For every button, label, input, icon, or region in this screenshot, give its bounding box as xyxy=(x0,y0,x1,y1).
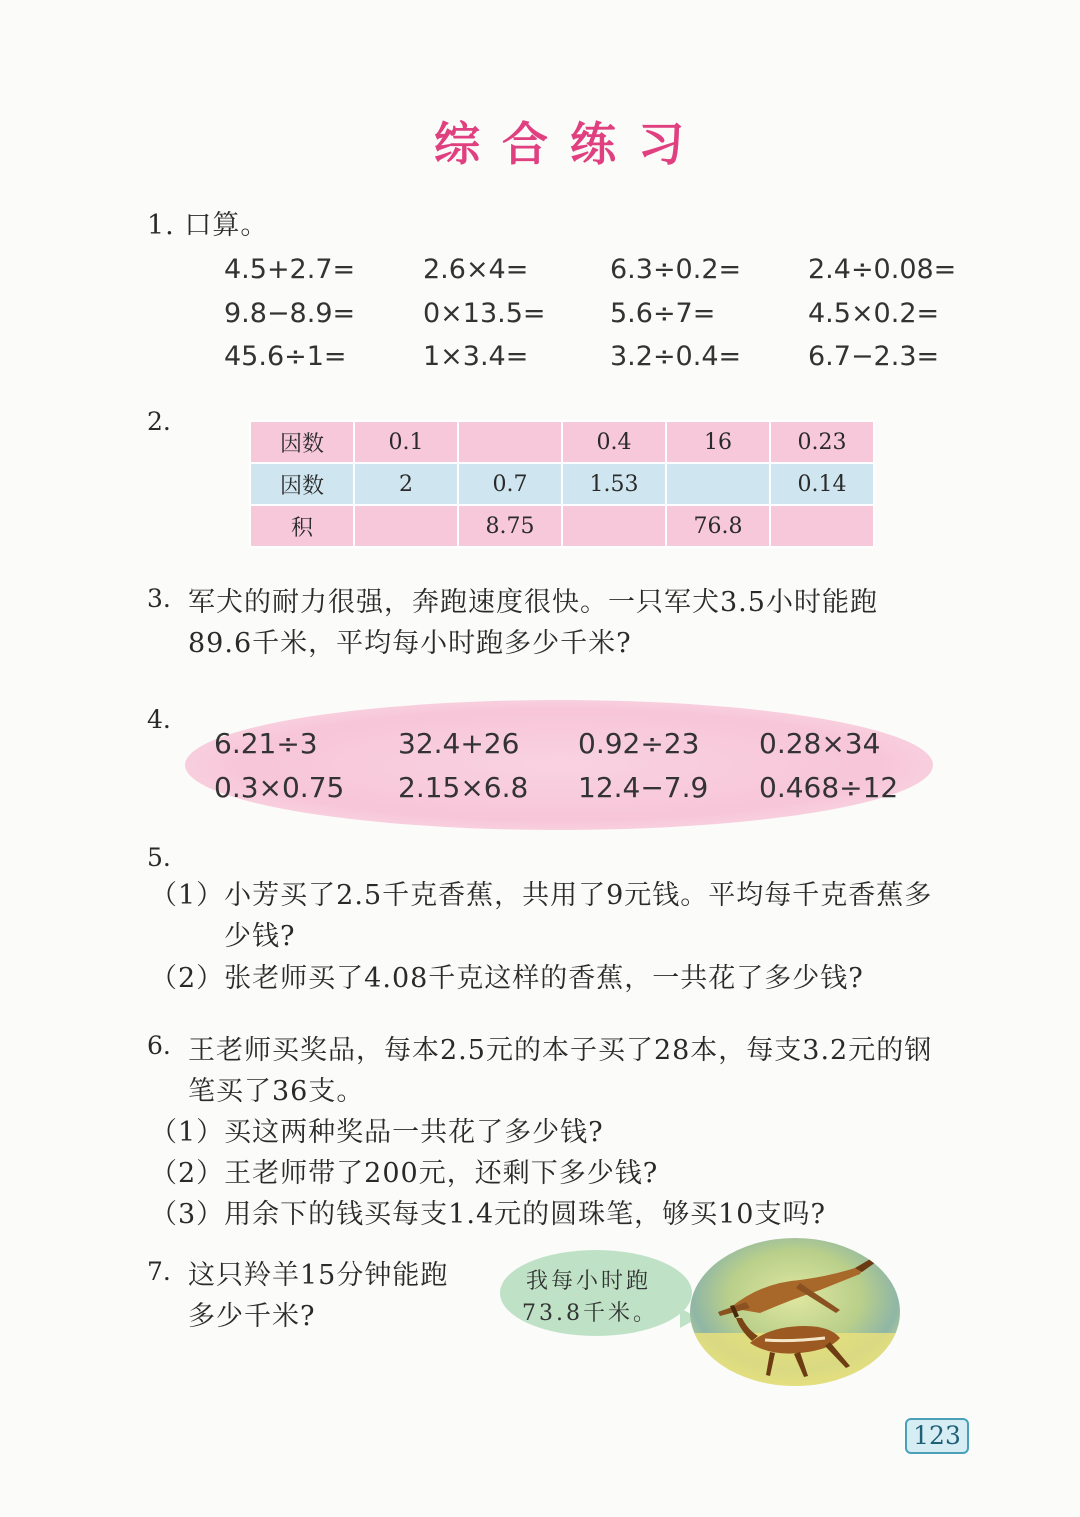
q3-label: 3. xyxy=(147,584,171,613)
q1-item: 6.7−2.3= xyxy=(808,341,940,372)
table-cell: 0.1 xyxy=(354,421,458,463)
q3-text-line2: 89.6千米，平均每小时跑多少千米? xyxy=(188,628,632,659)
table-cell xyxy=(770,505,874,547)
q4-item: 32.4+26 xyxy=(398,727,520,760)
q1-item: 5.6÷7= xyxy=(610,298,716,329)
gazelle-picture xyxy=(690,1238,900,1386)
table-cell: 因数 xyxy=(250,421,354,463)
q1-item: 1×3.4= xyxy=(423,341,529,372)
q5-label: 5. xyxy=(147,843,171,872)
q5-part2: （2）张老师买了4.08千克这样的香蕉，一共花了多少钱? xyxy=(150,963,864,994)
q4-item: 0.28×34 xyxy=(759,727,881,760)
q4-item: 12.4−7.9 xyxy=(578,771,709,804)
q7-text-line1: 这只羚羊15分钟能跑 xyxy=(188,1260,449,1291)
table-cell: 8.75 xyxy=(458,505,562,547)
table-cell xyxy=(458,421,562,463)
table-cell: 0.7 xyxy=(458,463,562,505)
q4-item: 0.3×0.75 xyxy=(214,771,345,804)
q6-label: 6. xyxy=(147,1031,171,1060)
table-cell: 76.8 xyxy=(666,505,770,547)
q6-text-line2: 笔买了36支。 xyxy=(188,1076,365,1107)
q5-part1-line2: 少钱? xyxy=(224,921,296,952)
table-cell xyxy=(666,463,770,505)
q1-item: 45.6÷1= xyxy=(224,341,347,372)
q6-text-line1: 王老师买奖品，每本2.5元的本子买了28本，每支3.2元的钢 xyxy=(188,1035,933,1066)
q1-item: 6.3÷0.2= xyxy=(610,254,742,285)
table-cell: 1.53 xyxy=(562,463,666,505)
table-row xyxy=(250,463,874,505)
q1-item: 2.6×4= xyxy=(423,254,529,285)
q4-item: 6.21÷3 xyxy=(214,727,318,760)
q7-label: 7. xyxy=(147,1257,171,1286)
table-cell: 因数 xyxy=(250,463,354,505)
q6-part1: （1）买这两种奖品一共花了多少钱? xyxy=(150,1117,604,1148)
q4-label: 4. xyxy=(147,705,171,734)
q6-part3: （3）用余下的钱买每支1.4元的圆珠笔，够买10支吗? xyxy=(150,1199,826,1230)
q4-pink-ellipse xyxy=(185,700,933,830)
q1-item: 4.5×0.2= xyxy=(808,298,940,329)
table-cell xyxy=(562,505,666,547)
q1-label: 1. 口算。 xyxy=(147,210,269,241)
page-title: 综合练习 xyxy=(434,117,706,171)
table-row xyxy=(250,421,874,463)
table-cell: 0.4 xyxy=(562,421,666,463)
q1-item: 2.4÷0.08= xyxy=(808,254,957,285)
q3-text-line1: 军犬的耐力很强，奔跑速度很快。一只军犬3.5小时能跑 xyxy=(188,587,878,618)
table-cell: 2 xyxy=(354,463,458,505)
q6-part2: （2）王老师带了200元，还剩下多少钱? xyxy=(150,1158,659,1189)
table-cell xyxy=(354,505,458,547)
factor-product-table xyxy=(249,420,875,548)
q7-text-line2: 多少千米? xyxy=(188,1301,316,1332)
q1-item: 0×13.5= xyxy=(423,298,546,329)
q5-part1-line1: （1）小芳买了2.5千克香蕉，共用了9元钱。平均每千克香蕉多 xyxy=(150,880,933,911)
q2-label: 2. xyxy=(147,407,171,436)
table-cell: 16 xyxy=(666,421,770,463)
table-cell: 积 xyxy=(250,505,354,547)
q1-item: 9.8−8.9= xyxy=(224,298,356,329)
gazelle-illustration xyxy=(690,1238,900,1386)
table-cell: 0.14 xyxy=(770,463,874,505)
table-row xyxy=(250,505,874,547)
q4-item: 2.15×6.8 xyxy=(398,771,529,804)
bubble-text-line2: 73.8千米。 xyxy=(522,1301,658,1326)
bubble-text-line1: 我每小时跑 xyxy=(526,1269,652,1294)
q1-item: 3.2÷0.4= xyxy=(610,341,742,372)
q4-item: 0.468÷12 xyxy=(759,771,899,804)
q1-item: 4.5+2.7= xyxy=(224,254,356,285)
table-cell: 0.23 xyxy=(770,421,874,463)
q4-item: 0.92÷23 xyxy=(578,727,700,760)
page-number: 123 xyxy=(905,1418,969,1454)
